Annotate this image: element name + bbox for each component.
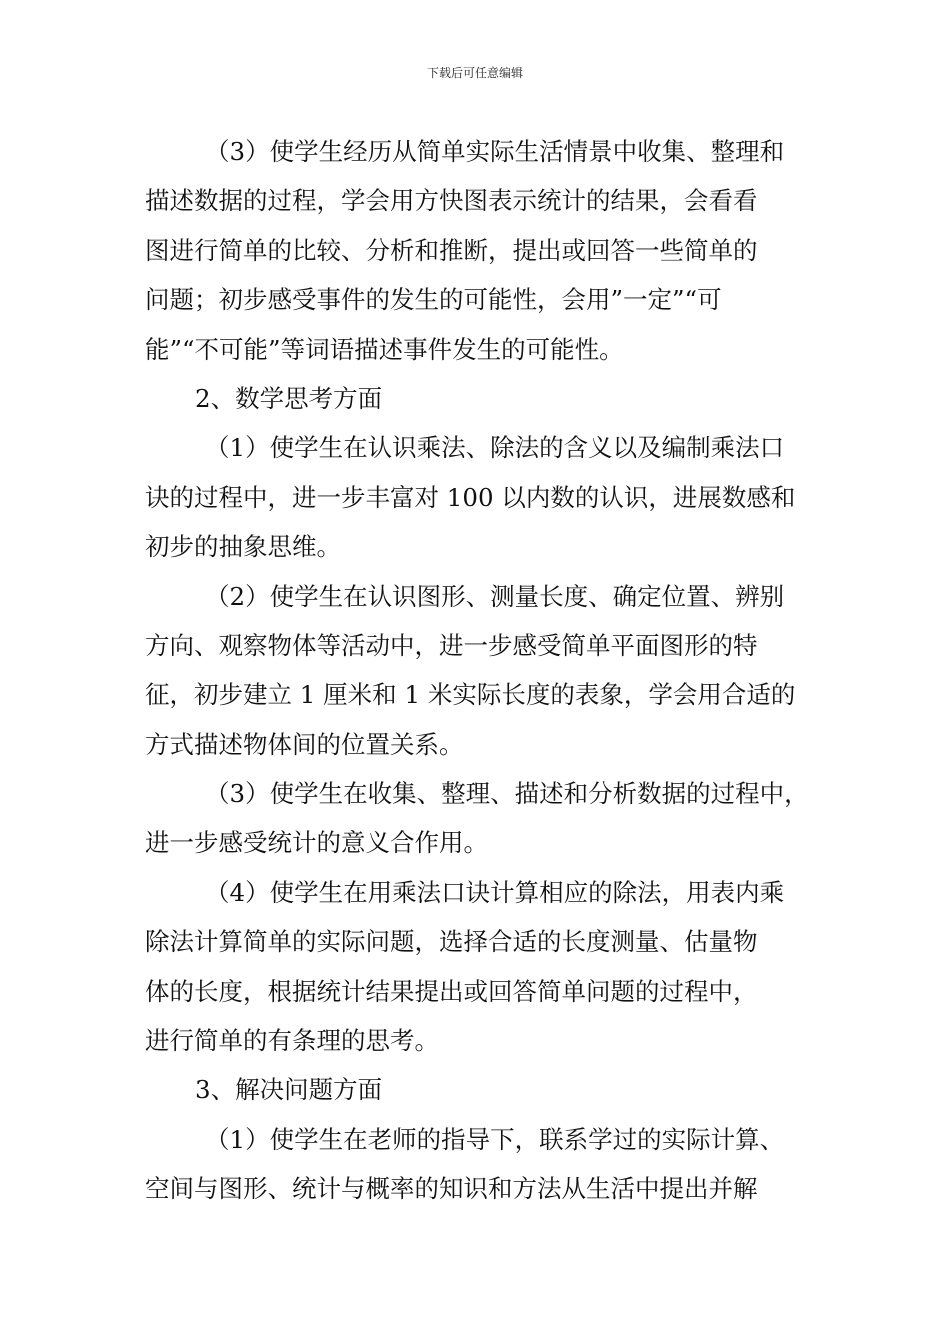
paragraph-line: （4）使学生在用乘法口诀计算相应的除法，用表内乘 <box>205 877 785 907</box>
paragraph-line: 描述数据的过程，学会用方快图表示统计的结果，会看看 <box>145 186 758 216</box>
paragraph-line: 体的长度，根据统计结果提出或回答简单问题的过程中， <box>145 976 758 1006</box>
paragraph-line: （2）使学生在认识图形、测量长度、确定位置、辨别 <box>205 581 785 611</box>
page-header: 下载后可任意编辑 <box>426 66 523 80</box>
paragraph-line: 初步的抽象思维。 <box>145 532 341 562</box>
paragraph-line: （3）使学生经历从简单实际生活情景中收集、整理和 <box>205 137 785 166</box>
paragraph-line: 诀的过程中，进一步丰富对 100 以内数的认识，进展数感和 <box>145 482 796 512</box>
paragraph-line: 空间与图形、统计与概率的知识和方法从生活中提出并解 <box>145 1174 758 1204</box>
document-body <box>145 127 810 1214</box>
paragraph-line: （1）使学生在认识乘法、除法的含义以及编制乘法口 <box>205 433 785 463</box>
paragraph-line: 进一步感受统计的意义合作用。 <box>145 828 488 858</box>
paragraph-line: 方式描述物体间的位置关系。 <box>145 729 464 759</box>
paragraph-line: 问题；初步感受事件的发生的可能性，会用”一定”“可 <box>145 285 722 315</box>
paragraph-line: 征，初步建立 1 厘米和 1 米实际长度的表象，学会用合适的 <box>145 680 796 710</box>
paragraph-line: 图进行简单的比较、分析和推断，提出或回答一些简单的 <box>145 235 758 265</box>
paragraph-line: 进行简单的有条理的思考。 <box>145 1026 439 1056</box>
paragraph-line: 能”“不可能”等词语描述事件发生的可能性。 <box>145 334 624 364</box>
paragraph-line: （3）使学生在收集、整理、描述和分析数据的过程中， <box>205 779 809 809</box>
paragraph-line: 除法计算简单的实际问题，选择合适的长度测量、估量物 <box>145 927 758 957</box>
section-heading: 3、解决问题方面 <box>195 1075 383 1105</box>
paragraph-line: （1）使学生在老师的指导下，联系学过的实际计算、 <box>205 1124 785 1154</box>
section-heading: 2、数学思考方面 <box>195 383 383 413</box>
paragraph-line: 方向、观察物体等活动中，进一步感受简单平面图形的特 <box>145 630 758 660</box>
